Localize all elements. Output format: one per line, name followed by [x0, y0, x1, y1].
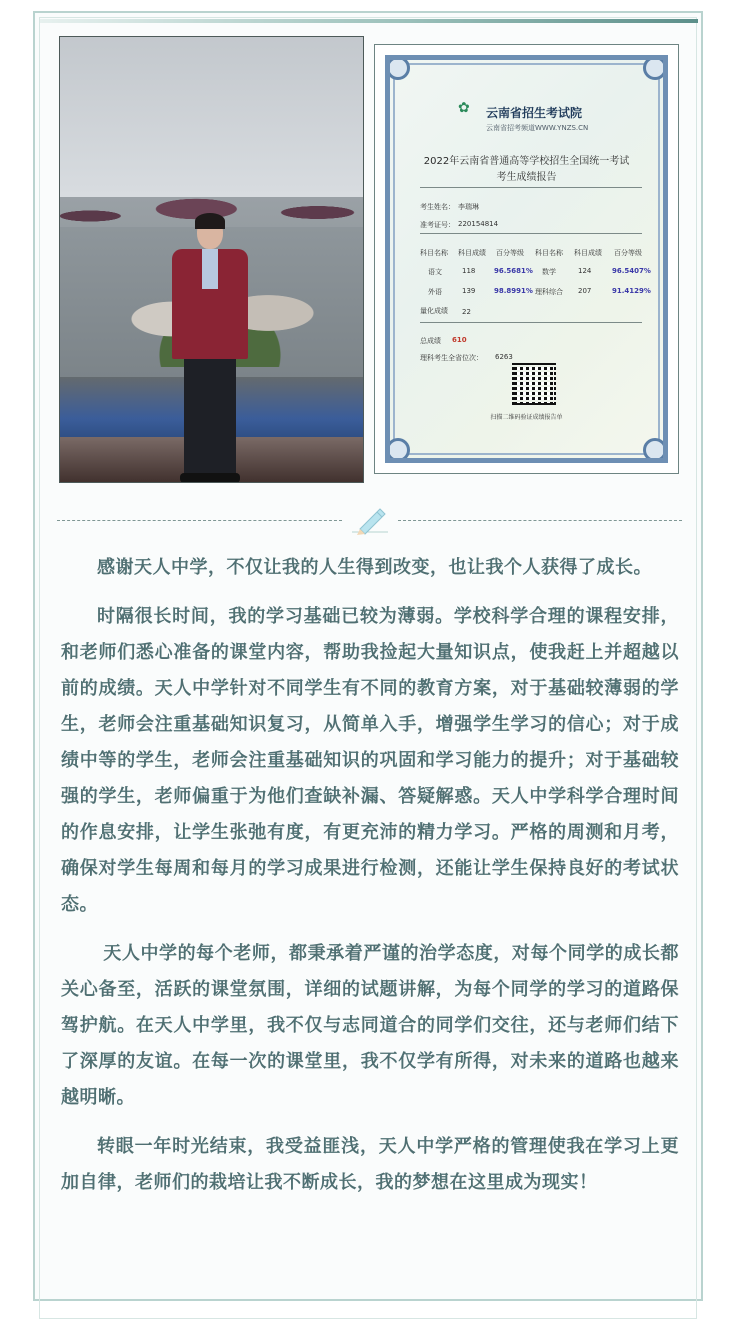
- report-id-value: 220154814: [458, 220, 499, 228]
- report-cell: 96.5407%: [612, 267, 651, 275]
- pencil-icon: [350, 505, 390, 535]
- article-paragraph: 感谢天人中学，不仅让我的人生得到改变，也让我个人获得了成长。: [97, 557, 652, 578]
- exam-institute-logo-icon: ✿: [458, 100, 470, 116]
- score-report-image: [374, 44, 679, 474]
- section-divider-left: [57, 520, 342, 521]
- report-header: 百分等级: [496, 249, 524, 257]
- article-paragraph: 转眼一年时光结束，我受益匪浅，天人中学严格的管理使我在学习上更加自律，老师们的栽培让我不断成长，我的梦想在这里成为现实！: [61, 1136, 679, 1193]
- report-cell: 98.8991%: [494, 287, 533, 295]
- article-paragraph: 天人中学的每个老师，都秉承着严谨的治学态度，对每个同学的成长都关心备至，活跃的课堂氛围，详细的试题讲解，为每个同学的学习的道路保驾护航。在天人中学里，我不仅与志同道合的同学们交往，还与老师们结下了深厚的友谊。在每一次的课堂里，我不仅学有所得，对未来的道路也越来越明晰。: [61, 943, 679, 1108]
- report-header: 科目成绩: [574, 249, 602, 257]
- photo-shoes: [180, 473, 240, 483]
- score-report-card: [385, 55, 668, 463]
- report-org-name: 云南省招生考试院: [486, 106, 583, 120]
- article-body: [61, 550, 679, 1214]
- report-cell: 124: [578, 267, 592, 275]
- qr-code-icon: [512, 363, 556, 405]
- report-header: 百分等级: [614, 249, 642, 257]
- report-rank-value: 6263: [495, 353, 513, 361]
- report-cell: 91.4129%: [612, 287, 651, 295]
- report-quant-label: 量化成绩: [420, 307, 448, 315]
- report-header: 科目名称: [420, 249, 448, 257]
- report-name-value: 李瑞琳: [458, 203, 479, 211]
- report-quant-value: 22: [462, 308, 471, 316]
- article-paragraph: 时隔很长时间，我的学习基础已较为薄弱。学校科学合理的课程安排，和老师们悉心准备的课堂内容，帮助我捡起大量知识点，使我赶上并超越以前的成绩。天人中学针对不同学生有不同的教育方案，对于基础较薄弱的学生，老师会注重基础知识复习，从简单入手，增强学生学习的信心；对于成绩中等的学生，老师会注重基础知识的巩固和学习能力的提升；对于基础较强的学生，老师偏重于为他们查缺补漏、答疑解惑。天人中学科学合理时间的作息安排，让学生张弛有度，有更充沛的精力学习。严格的周测和月考，确保对学生每周和每月的学习成果进行检测，还能让学生保持良好的考试状态。: [61, 606, 679, 915]
- report-cell: 207: [578, 287, 592, 295]
- ornament-corner-icon: [386, 56, 410, 80]
- photo-shirt: [202, 249, 218, 289]
- student-photo: [59, 36, 364, 483]
- photo-student-figure: [170, 215, 250, 483]
- report-total-value: 610: [452, 336, 467, 344]
- top-accent-bar: [40, 19, 698, 23]
- report-cell: 118: [462, 267, 476, 275]
- report-qr-caption: 扫描二维码验证成绩报告单: [490, 414, 563, 421]
- report-cell: 外语: [428, 288, 442, 296]
- ornament-corner-icon: [386, 438, 410, 462]
- report-cell: 139: [462, 287, 476, 295]
- report-name-label: 考生姓名：: [420, 203, 455, 211]
- report-divider: [420, 233, 642, 234]
- ornament-corner-icon: [643, 56, 667, 80]
- report-id-label: 准考证号：: [420, 221, 455, 229]
- photo-legs: [184, 359, 236, 477]
- report-org-site: 云南省招考频道WWW.YNZS.CN: [486, 124, 589, 132]
- photo-hair: [195, 213, 225, 229]
- report-cell: 理科综合: [535, 288, 563, 296]
- report-divider: [420, 322, 642, 323]
- report-total-label: 总成绩: [420, 337, 441, 345]
- report-divider: [420, 187, 642, 188]
- report-cell: 数学: [542, 268, 556, 276]
- section-divider-right: [398, 520, 682, 521]
- report-cell: 96.5681%: [494, 267, 533, 275]
- ornament-corner-icon: [643, 438, 667, 462]
- report-title-line1: 2022年云南省普通高等学校招生全国统一考试: [423, 156, 630, 167]
- report-rank-label: 理科考生全省位次：: [420, 354, 483, 362]
- report-title-line2: 考生成绩报告: [496, 172, 557, 183]
- report-header: 科目成绩: [458, 249, 486, 257]
- report-cell: 语文: [428, 268, 442, 276]
- report-header: 科目名称: [535, 249, 563, 257]
